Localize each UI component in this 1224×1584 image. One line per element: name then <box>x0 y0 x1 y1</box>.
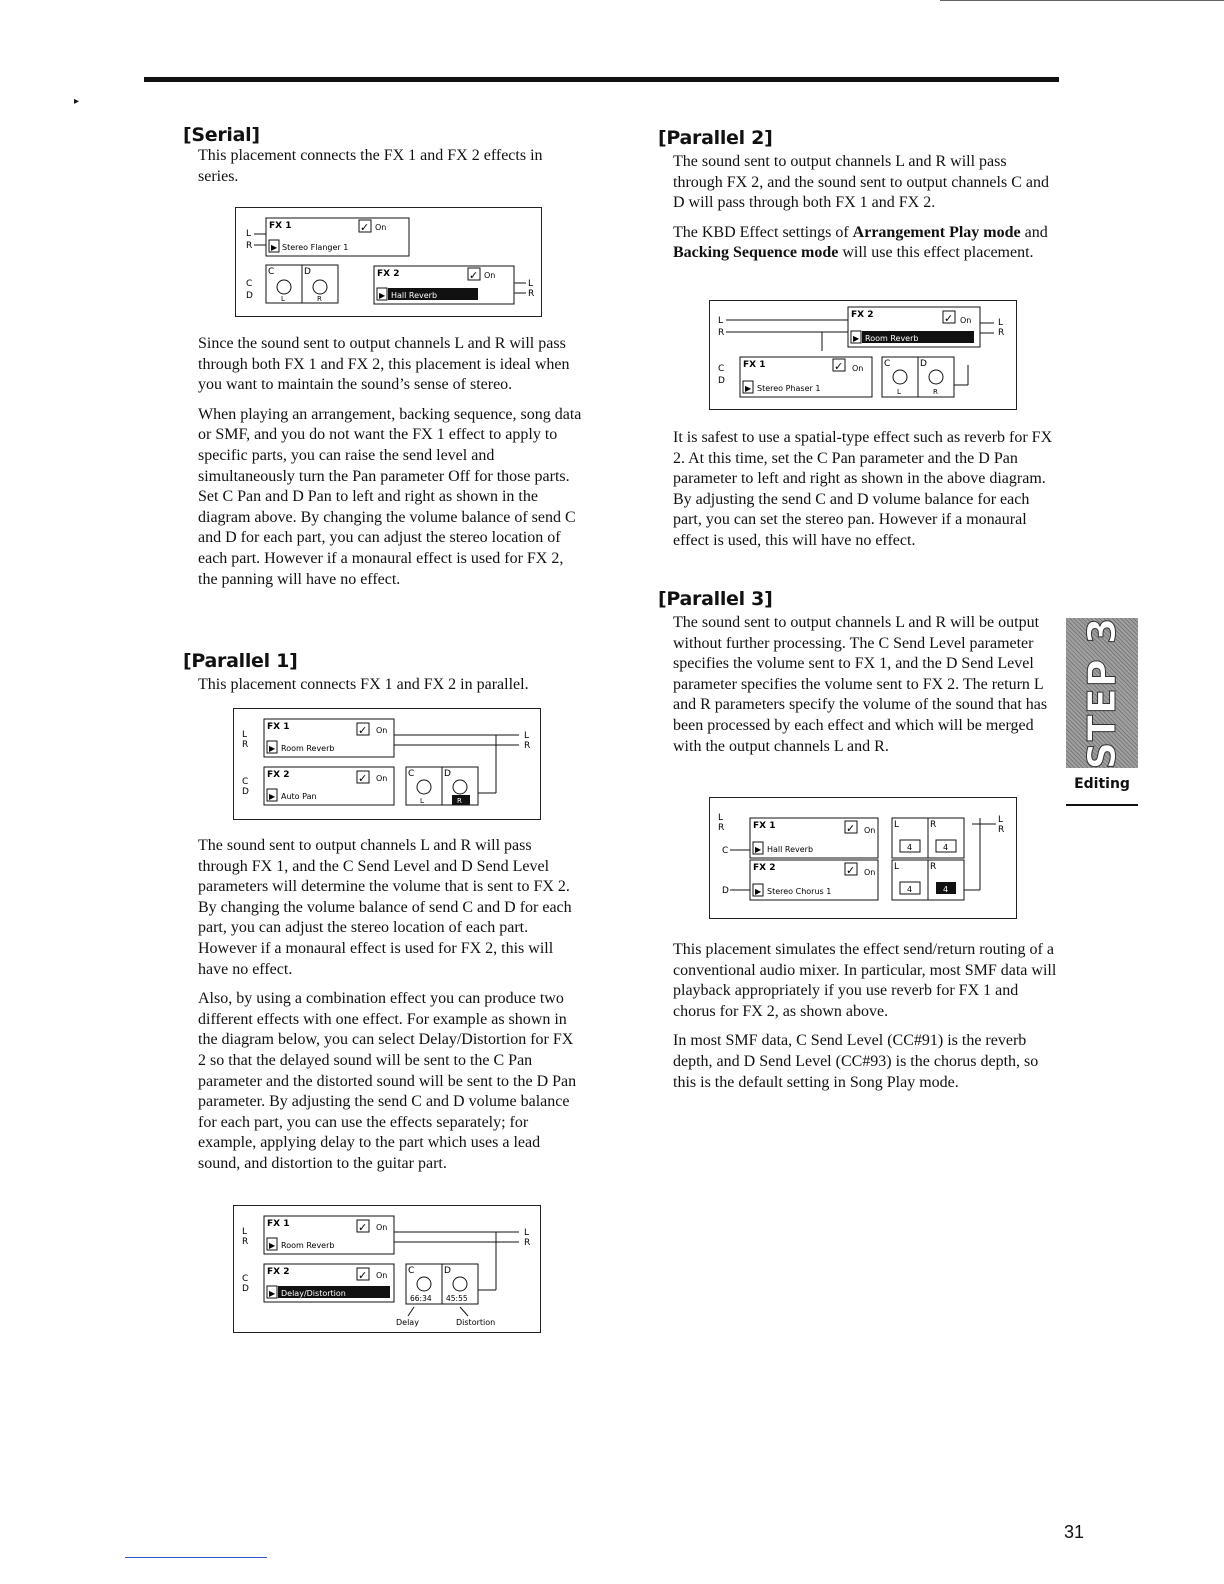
svg-text:L: L <box>524 731 530 741</box>
svg-text:✓: ✓ <box>944 312 954 325</box>
svg-text:On: On <box>376 1271 388 1280</box>
parallel2-p1: The sound sent to output channels L and R will pass through FX 2, and the sound sent to output channels C and D will pass through both FX 1 and FX 2. <box>673 153 1049 212</box>
svg-text:L: L <box>420 797 424 805</box>
parallel2-p3: It is safest to use a spatial-type effect such as reverb for FX 2. At this time, set the C Pan parameter and the D Pan parameter to left and right as shown in the above diagram. By adjusting the send C and D volume balance for each part, you can set the stereo pan. However if a monaural effect is used, this will have no effect. <box>673 429 1053 549</box>
svg-text:D: D <box>718 376 725 386</box>
svg-text:R: R <box>528 289 535 299</box>
svg-text:C: C <box>408 1266 415 1276</box>
svg-text:C: C <box>268 267 275 277</box>
svg-text:▶: ▶ <box>853 334 860 343</box>
svg-text:4: 4 <box>943 843 949 852</box>
svg-text:FX 2: FX 2 <box>267 770 290 780</box>
parallel2-p2: The KBD Effect settings of Arrangement Play mode and Backing Sequence mode will use this effect placement. <box>673 223 1048 262</box>
parallel3-p2: This placement simulates the effect send/return routing of a conventional audio mixer. In particular, most SMF data will playback appropriately if you use reverb for FX 1 and chorus for FX 2, as shown above. <box>673 941 1057 1020</box>
svg-text:✓: ✓ <box>834 360 844 373</box>
header-rule <box>144 77 1059 82</box>
svg-text:R: R <box>998 328 1005 338</box>
svg-text:▶: ▶ <box>745 384 752 393</box>
svg-text:✓: ✓ <box>846 864 856 877</box>
svg-text:D: D <box>242 787 249 797</box>
svg-text:▶: ▶ <box>755 845 762 854</box>
svg-text:4: 4 <box>907 843 913 852</box>
svg-text:FX 1: FX 1 <box>753 821 776 831</box>
svg-text:R: R <box>524 741 531 751</box>
parallel1-p3: Also, by using a combination effect you can produce two different effects with one effect. For example as shown in the diagram below, you can select Delay/Distortion for FX 2 so that the delayed sound will be sent to the C Pan parameter and the distorted sound will be sent to the D Pan parameter. By adjusting the send C and D volume balance for each part, you can use the effects separately; for example, applying delay to the part which uses a lead sound, and distortion to the guitar part. <box>198 990 577 1172</box>
step-tab-text: STEP 3 <box>1080 616 1124 770</box>
parallel3-p3: In most SMF data, C Send Level (CC#91) is the reverb depth, and D Send Level (CC#93) is the chorus depth, so this is the default setting in Song Play mode. <box>673 1032 1039 1091</box>
svg-text:▶: ▶ <box>269 792 276 801</box>
parallel1-p1: This placement connects FX 1 and FX 2 in parallel. <box>198 676 529 693</box>
svg-text:On: On <box>484 271 496 280</box>
svg-text:On: On <box>864 868 876 877</box>
svg-text:FX 1: FX 1 <box>743 360 766 370</box>
parallel3-p1: The sound sent to output channels L and R will be output without further processing. The C Send Level parameter specifies the volume sent to FX 1, and the D Send Level parameter specifies the volume sent to FX 2. The return L and R parameters specify the volume of the sound that has been processed by each effect and which will be merged with the output channels L and R. <box>673 614 1048 755</box>
svg-text:D: D <box>920 359 927 369</box>
svg-text:▶: ▶ <box>269 744 276 753</box>
svg-text:FX 1: FX 1 <box>267 722 290 732</box>
parallel2-heading: [Parallel 2] <box>658 127 773 149</box>
svg-text:Hall Reverb: Hall Reverb <box>767 845 814 854</box>
svg-text:On: On <box>864 826 876 835</box>
svg-text:Delay/Distortion: Delay/Distortion <box>281 1289 346 1298</box>
delay-distortion-diagram <box>233 1205 541 1333</box>
step-tab <box>1066 618 1138 806</box>
svg-text:Auto Pan: Auto Pan <box>281 792 317 801</box>
dg-label-c: C <box>246 279 253 289</box>
svg-text:C: C <box>242 777 249 787</box>
parallel3-diagram <box>709 797 1017 919</box>
svg-text:✓: ✓ <box>846 822 856 835</box>
dg-on: On <box>375 223 387 232</box>
svg-text:On: On <box>376 774 388 783</box>
dg-label-r: R <box>246 241 253 251</box>
svg-text:✓: ✓ <box>469 269 479 282</box>
step-tab-label: Editing <box>1074 776 1130 792</box>
svg-text:Stereo Phaser 1: Stereo Phaser 1 <box>757 384 821 393</box>
svg-text:D: D <box>242 1284 249 1294</box>
parallel1-text <box>183 836 583 1175</box>
top-corner-rule <box>940 0 1224 1</box>
svg-text:Stereo Chorus 1: Stereo Chorus 1 <box>767 887 832 896</box>
svg-text:L: L <box>718 316 724 326</box>
svg-text:R: R <box>317 295 322 303</box>
serial-section <box>183 124 583 187</box>
svg-text:✓: ✓ <box>358 772 368 785</box>
svg-text:Room Reverb: Room Reverb <box>281 1241 335 1250</box>
svg-text:L: L <box>897 388 901 396</box>
svg-text:✓: ✓ <box>360 221 370 234</box>
svg-text:R: R <box>242 740 249 750</box>
svg-text:On: On <box>852 364 864 373</box>
dg-label-d: D <box>246 291 253 301</box>
svg-text:D: D <box>444 769 451 779</box>
svg-text:66:34: 66:34 <box>410 1294 432 1303</box>
svg-text:FX 2: FX 2 <box>267 1267 290 1277</box>
serial-diagram <box>235 207 542 317</box>
svg-text:▶: ▶ <box>755 887 762 896</box>
svg-text:L: L <box>242 1227 248 1237</box>
svg-text:L: L <box>894 820 900 830</box>
parallel1-diagram <box>233 708 541 820</box>
svg-text:Room Reverb: Room Reverb <box>281 744 335 753</box>
page-number: 31 <box>1064 1522 1085 1542</box>
svg-text:D: D <box>304 267 311 277</box>
svg-text:R: R <box>930 862 937 872</box>
serial-p1: This placement connects the FX 1 and FX 2 effects in series. <box>198 147 543 185</box>
parallel2-section <box>658 127 1058 264</box>
parallel1-p2: The sound sent to output channels L and R will pass through FX 1, and the C Send Level and D Send Level parameters will determine the volume that is sent to FX 2. By changing the volume balance of send C and D for each part, you can adjust the stereo location of each part. However if a monaural effect is used for FX 2, this will have no effect. <box>198 837 572 978</box>
svg-text:On: On <box>376 726 388 735</box>
svg-text:✓: ✓ <box>358 724 368 737</box>
parallel2-diagram <box>709 300 1017 410</box>
serial-heading: [Serial] <box>183 124 260 146</box>
svg-text:L: L <box>281 295 285 303</box>
svg-text:R: R <box>242 1237 249 1247</box>
dg-fx1: FX 1 <box>269 221 292 231</box>
svg-text:R: R <box>998 825 1005 835</box>
svg-text:Room Reverb: Room Reverb <box>865 334 919 343</box>
svg-text:✓: ✓ <box>358 1221 368 1234</box>
svg-text:Delay: Delay <box>396 1318 419 1327</box>
svg-text:R: R <box>457 797 462 805</box>
svg-text:On: On <box>960 316 972 325</box>
svg-text:45:55: 45:55 <box>446 1294 468 1303</box>
dg-effect2: Hall Reverb <box>391 291 438 300</box>
svg-text:On: On <box>376 1223 388 1232</box>
svg-text:FX 2: FX 2 <box>753 863 776 873</box>
parallel1-heading: [Parallel 1] <box>183 650 298 672</box>
parallel3-section <box>658 588 1058 757</box>
svg-text:4: 4 <box>907 885 913 894</box>
parallel3-text <box>658 940 1058 1093</box>
dg-fx2: FX 2 <box>377 269 400 279</box>
svg-text:L: L <box>998 318 1004 328</box>
svg-text:C: C <box>242 1274 249 1284</box>
svg-text:R: R <box>718 328 725 338</box>
dg-effect: Stereo Flanger 1 <box>282 243 349 252</box>
parallel3-heading: [Parallel 3] <box>658 588 773 610</box>
svg-text:▶: ▶ <box>271 243 278 252</box>
svg-text:L: L <box>242 730 248 740</box>
parallel1-section <box>183 650 583 696</box>
svg-text:L: L <box>718 813 724 823</box>
svg-text:4: 4 <box>943 885 949 894</box>
svg-text:C: C <box>718 364 725 374</box>
svg-text:D: D <box>444 1266 451 1276</box>
svg-text:✓: ✓ <box>358 1269 368 1282</box>
bottom-rule <box>125 1557 267 1558</box>
svg-text:R: R <box>524 1238 531 1248</box>
serial-p2: Since the sound sent to output channels L and R will pass through both FX 1 and FX 2, this placement is ideal when you want to maintain the sound’s sense of stereo. <box>198 335 570 394</box>
step-tab-texture <box>1066 618 1138 768</box>
margin-marker: ▸ <box>74 96 80 107</box>
svg-text:▶: ▶ <box>269 1241 276 1250</box>
svg-text:Distortion: Distortion <box>456 1318 496 1327</box>
svg-text:R: R <box>718 823 725 833</box>
svg-text:R: R <box>930 820 937 830</box>
svg-text:C: C <box>408 769 415 779</box>
svg-text:▶: ▶ <box>269 1289 276 1298</box>
svg-text:R: R <box>933 388 938 396</box>
svg-text:L: L <box>524 1228 530 1238</box>
serial-p3: When playing an arrangement, backing sequence, song data or SMF, and you do not want the FX 1 effect to apply to specific parts, you can raise the send level and simultaneously turn the Pan parameter Off for those parts. Set C Pan and D Pan to left and right as shown in the diagram above. By changing the volume balance of send C and D for each part, you can adjust the stereo location of each part. However if a monaural effect is used for FX 2, the panning will have no effect. <box>198 405 582 588</box>
svg-text:D: D <box>722 886 729 896</box>
svg-text:L: L <box>998 815 1004 825</box>
svg-text:C: C <box>722 846 729 856</box>
svg-text:L: L <box>894 862 900 872</box>
parallel2-text <box>658 428 1058 552</box>
svg-text:L: L <box>528 279 534 289</box>
serial-text <box>183 334 583 590</box>
dg-label-l: L <box>246 229 252 239</box>
svg-text:▶: ▶ <box>379 291 386 300</box>
svg-text:FX 1: FX 1 <box>267 1219 290 1229</box>
svg-text:FX 2: FX 2 <box>851 310 874 320</box>
svg-text:C: C <box>884 359 891 369</box>
